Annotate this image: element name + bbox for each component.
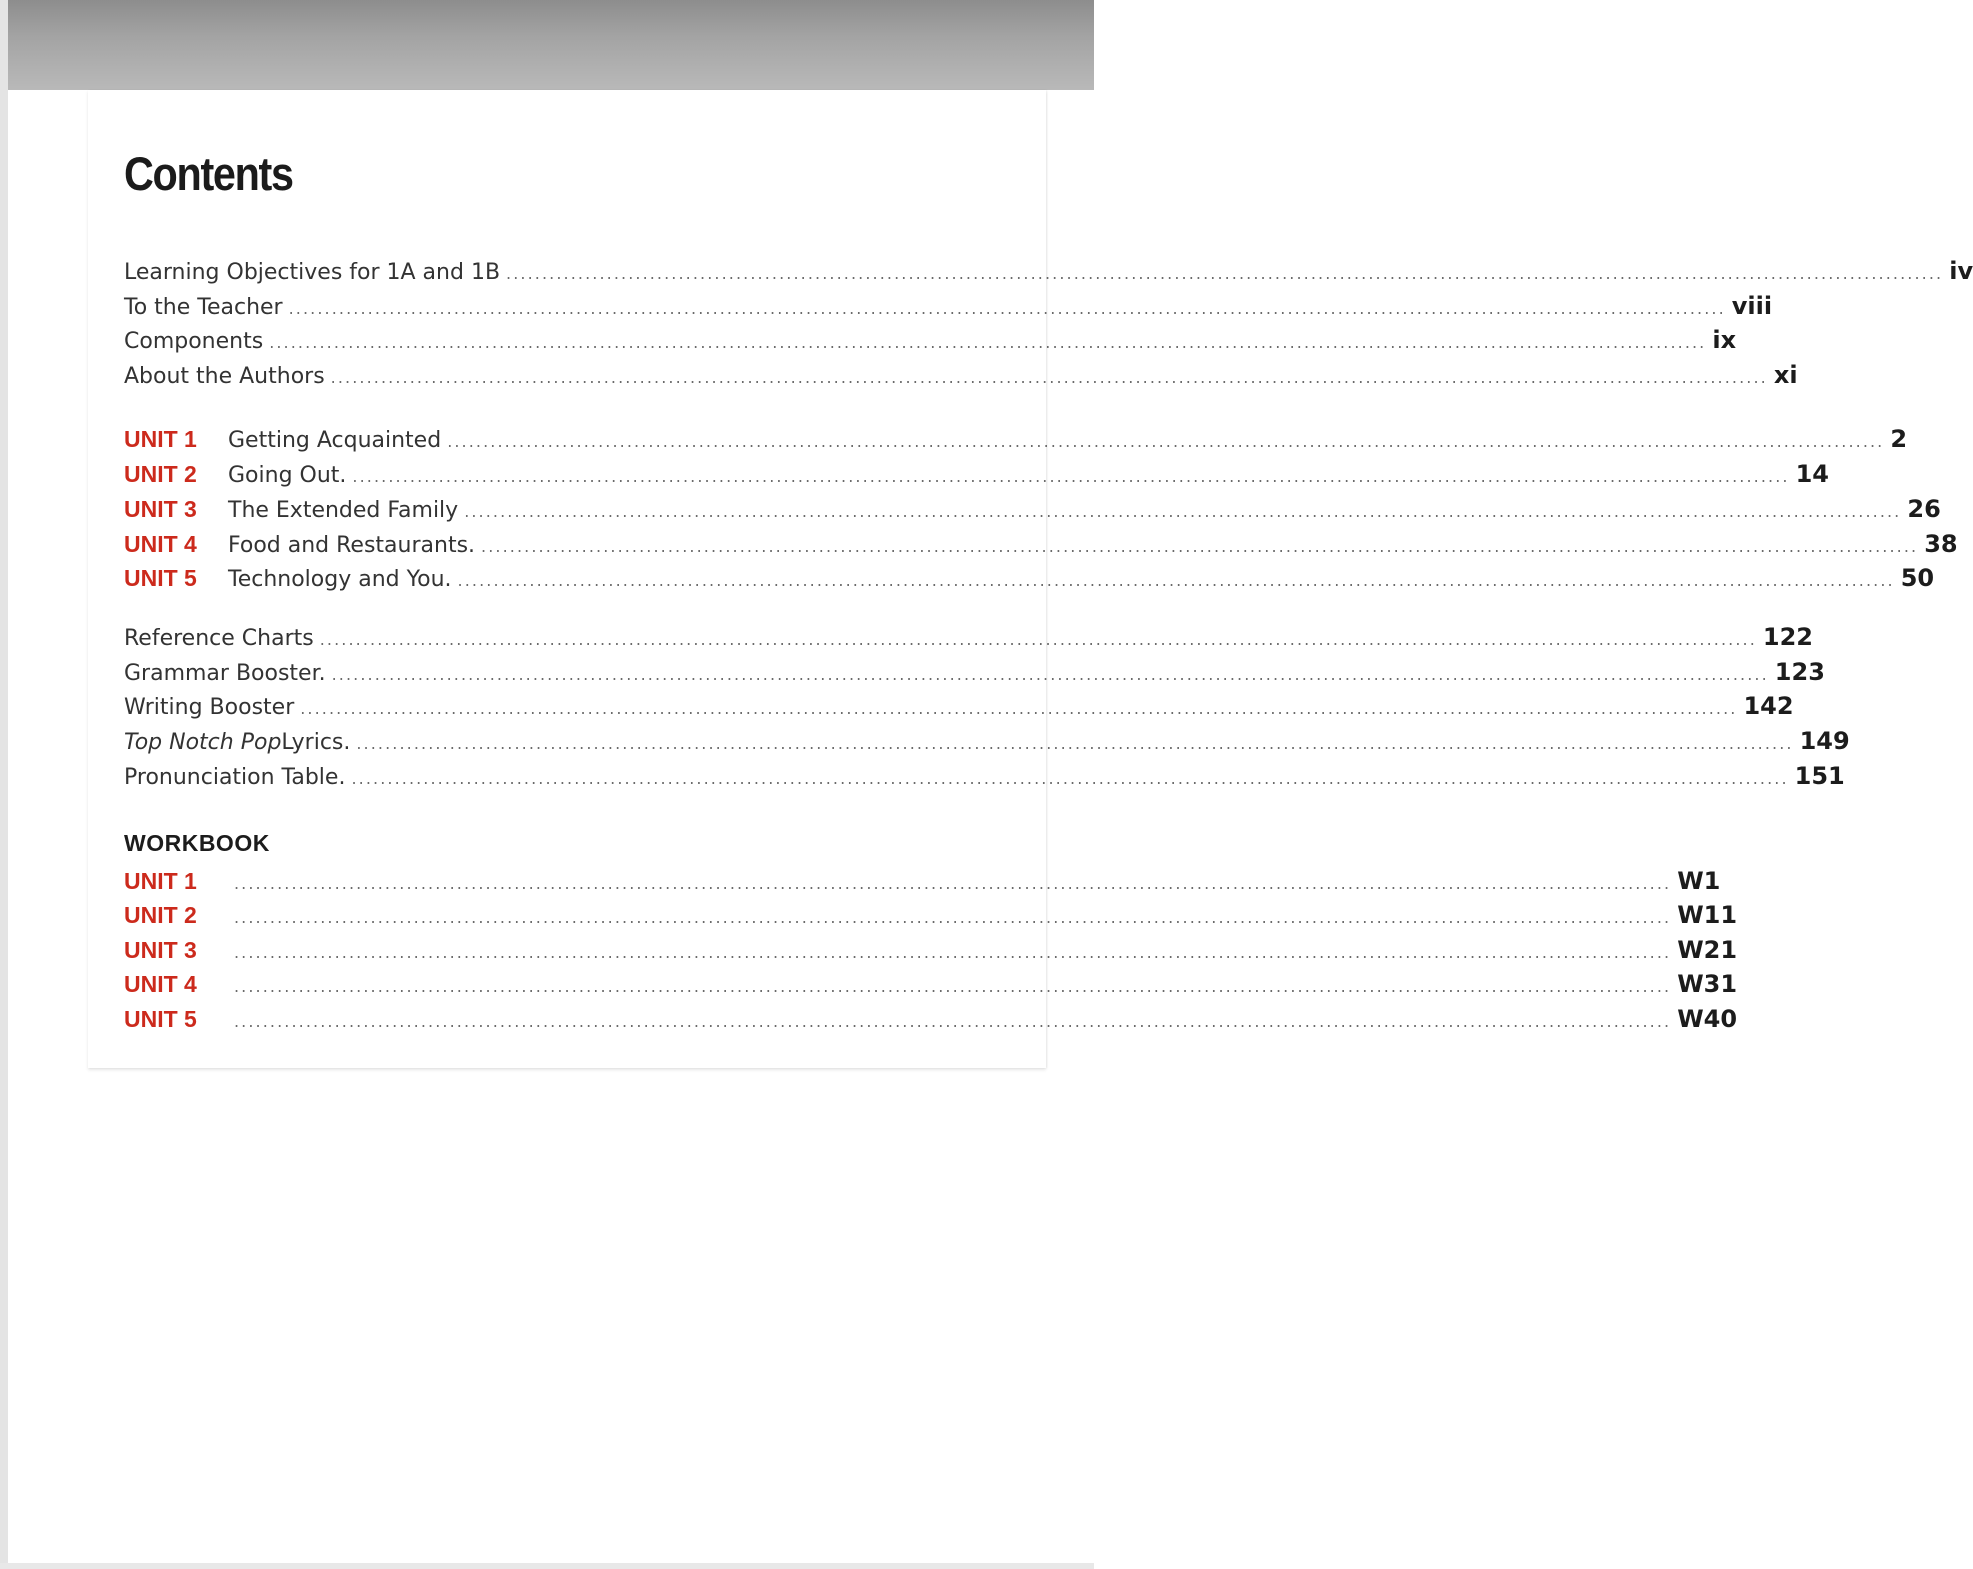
dot-leader: ........................................................................................................................................................................................................ [464, 502, 1902, 521]
unit-page: 50 [1900, 564, 1935, 592]
scan-left-edge [0, 0, 8, 1569]
dot-leader: ........................................................................................................................................................................................................ [319, 630, 1757, 649]
toc-entry-label: Components [124, 329, 264, 354]
unit-page: 2 [1890, 425, 1908, 453]
unit-number: UNIT 4 [124, 531, 197, 557]
toc-entry-page: 151 [1794, 762, 1845, 790]
unit-number: UNIT 5 [124, 565, 197, 591]
unit-title: Getting Acquainted [228, 428, 442, 453]
workbook-entry [124, 933, 1738, 967]
unit-page: 14 [1795, 460, 1829, 488]
scan-bottom-edge [0, 1563, 1094, 1569]
dot-leader: ........................................................................................................................................................................................................ [269, 333, 1707, 352]
unit-number: UNIT 3 [124, 496, 197, 522]
toc-entry-page: 142 [1743, 692, 1794, 720]
toc-entry [124, 254, 1973, 288]
unit-entry [124, 457, 1829, 491]
workbook-entry [124, 898, 1738, 932]
toc-entry-page: iv [1949, 257, 1973, 285]
toc-entry-label: Learning Objectives for 1A and 1B [124, 260, 501, 285]
unit-title: Going Out. [228, 463, 347, 488]
toc-entry [124, 655, 1825, 689]
dot-leader: ........................................................................................................................................................................................................ [288, 299, 1726, 318]
dot-leader: ........................................................................................................................................................................................................ [234, 908, 1672, 927]
unit-entry [124, 422, 1908, 456]
workbook-entry [124, 1002, 1738, 1036]
toc-entry-page: xi [1773, 361, 1798, 389]
workbook-entry [124, 967, 1738, 1001]
unit-number: UNIT 5 [124, 1006, 197, 1032]
toc-entry-page: 149 [1799, 727, 1850, 755]
unit-number: UNIT 1 [124, 426, 197, 452]
toc-entry [124, 620, 1813, 654]
unit-number: UNIT 4 [124, 971, 197, 997]
workbook-page: W40 [1677, 1005, 1738, 1033]
toc-entry-label: About the Authors [124, 364, 325, 389]
dot-leader: ........................................................................................................................................................................................................ [352, 467, 1790, 486]
unit-title: Food and Restaurants. [228, 533, 476, 558]
unit-number: UNIT 2 [124, 461, 197, 487]
workbook-page: W11 [1677, 901, 1738, 929]
toc-entry [124, 759, 1845, 793]
unit-page: 26 [1907, 495, 1941, 523]
unit-title: Technology and You. [228, 567, 452, 592]
toc-entry-page: 122 [1762, 623, 1813, 651]
workbook-page: W21 [1677, 936, 1738, 964]
dot-leader: ........................................................................................................................................................................................................ [481, 537, 1919, 556]
toc-entry-label: Reference Charts [124, 626, 314, 651]
dot-leader: ........................................................................................................................................................................................................ [234, 874, 1672, 893]
toc-entry-label: Writing Booster [124, 695, 295, 720]
unit-number: UNIT 1 [124, 868, 197, 894]
workbook-page: W31 [1677, 970, 1738, 998]
unit-number: UNIT 3 [124, 937, 197, 963]
toc-entry-label: Pronunciation Table. [124, 765, 346, 790]
workbook-heading: WORKBOOK [124, 830, 270, 856]
unit-title: The Extended Family [228, 498, 459, 523]
dot-leader: ........................................................................................................................................................................................................ [447, 432, 1885, 451]
toc-entry-label: To the Teacher [124, 295, 283, 320]
toc-entry-label-italic: Top Notch Pop [124, 730, 282, 755]
toc-entry-label: Grammar Booster. [124, 661, 326, 686]
toc-entry-page: viii [1731, 292, 1773, 320]
workbook-entry [124, 864, 1721, 898]
unit-entry [124, 492, 1941, 526]
toc-entry [124, 289, 1773, 323]
page-header-band [8, 0, 1094, 90]
page-title: Contents [124, 147, 293, 200]
toc-entry [124, 724, 1850, 758]
toc-entry-page: 123 [1774, 658, 1825, 686]
toc-entry [124, 689, 1794, 723]
dot-leader: ........................................................................................................................................................................................................ [356, 734, 1794, 753]
dot-leader: ........................................................................................................................................................................................................ [234, 1012, 1672, 1031]
dot-leader: ........................................................................................................................................................................................................ [457, 571, 1895, 590]
dot-leader: ........................................................................................................................................................................................................ [300, 699, 1738, 718]
dot-leader: ........................................................................................................................................................................................................ [506, 264, 1944, 283]
dot-leader: ........................................................................................................................................................................................................ [351, 769, 1789, 788]
dot-leader: ........................................................................................................................................................................................................ [234, 943, 1672, 962]
toc-entry-label: Lyrics. [281, 730, 351, 755]
unit-entry [124, 527, 1958, 561]
toc-entry [124, 323, 1737, 357]
unit-page: 38 [1924, 530, 1958, 558]
toc-entry-page: ix [1712, 326, 1737, 354]
dot-leader: ........................................................................................................................................................................................................ [330, 368, 1768, 387]
unit-number: UNIT 2 [124, 902, 197, 928]
dot-leader: ........................................................................................................................................................................................................ [331, 665, 1769, 684]
dot-leader: ........................................................................................................................................................................................................ [234, 977, 1672, 996]
toc-entry [124, 358, 1798, 392]
workbook-page: W1 [1677, 867, 1721, 895]
unit-entry [124, 561, 1935, 595]
